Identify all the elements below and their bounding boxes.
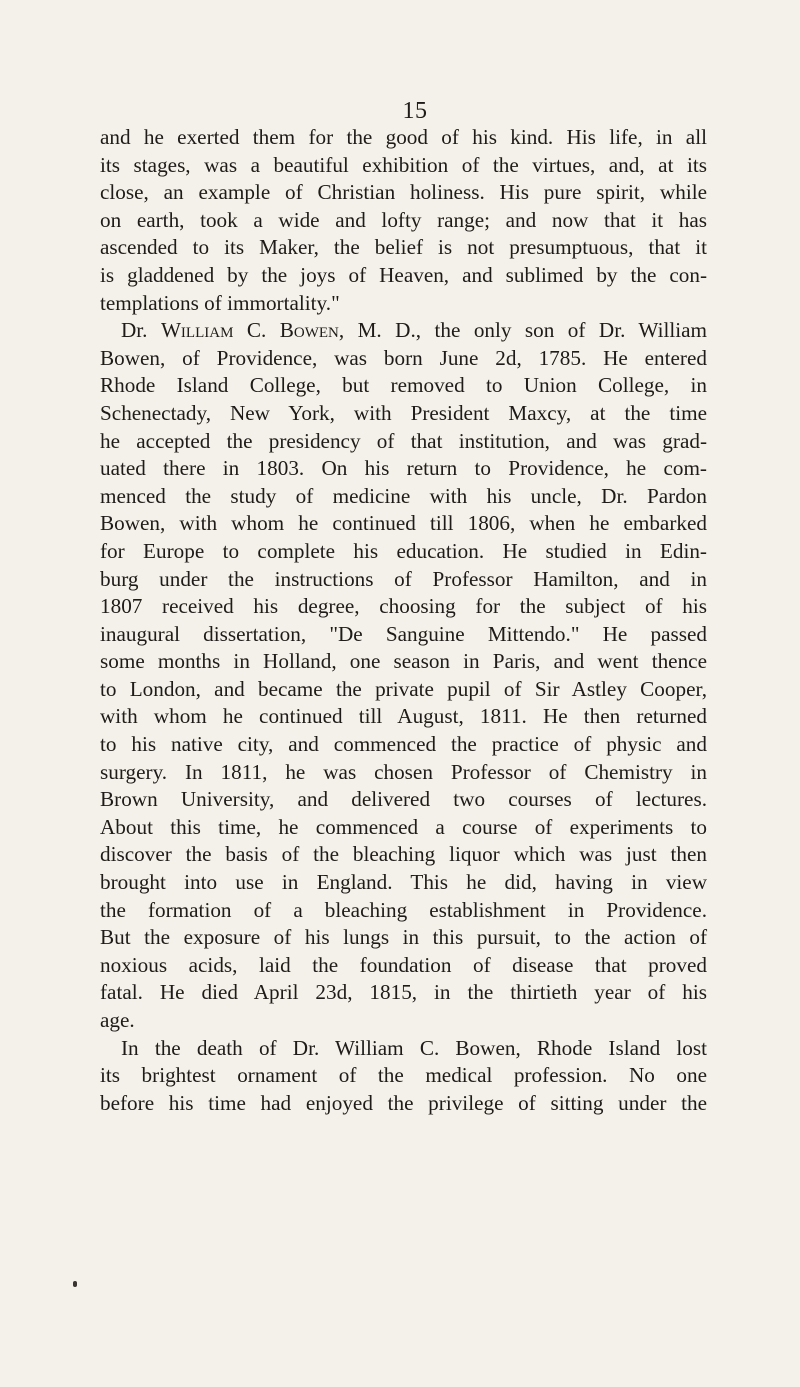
text-line: the formation of a bleaching establishment in Providence. xyxy=(100,897,707,922)
text-line: age. xyxy=(100,1008,135,1032)
text-line: brought into use in England. This he did, having in view xyxy=(100,870,707,895)
paragraph-biography xyxy=(100,317,707,1034)
text-line: ascended to its Maker, the belief is not presumptuous, that it xyxy=(100,235,707,260)
paragraph-tribute xyxy=(100,1035,707,1118)
lead-prefix: Dr. xyxy=(121,318,161,343)
text-line: to London, and became the private pupil of Sir Astley Cooper, xyxy=(100,676,707,701)
text-line: surgery. In 1811, he was chosen Professor of Chemistry in xyxy=(100,759,707,784)
text-line: Schenectady, New York, with President Maxcy, at the time xyxy=(100,400,707,425)
text-line: its brightest ornament of the medical profession. No one xyxy=(100,1063,707,1088)
text-line: About this time, he commenced a course of experiments to xyxy=(100,814,707,839)
text-line: But the exposure of his lungs in this pursuit, to the action of xyxy=(100,925,707,950)
text-line: discover the basis of the bleaching liquor which was just then xyxy=(100,842,707,867)
text-line: fatal. He died April 23d, 1815, in the thirtieth year of his xyxy=(100,980,707,1005)
text-line: Brown University, and delivered two courses of lectures. xyxy=(100,787,707,812)
text-line: 1807 received his degree, choosing for the subject of his xyxy=(100,594,707,619)
text-line: Rhode Island College, but removed to Union College, in xyxy=(100,373,707,398)
subject-name: William C. Bowen, xyxy=(160,318,345,343)
text-line: Bowen, of Providence, was born June 2d, 1785. He entered xyxy=(100,345,707,370)
page-number: 15 xyxy=(402,98,428,124)
ink-speck xyxy=(73,1281,77,1287)
paragraph-continuation xyxy=(100,124,707,317)
text-line: to his native city, and commenced the practice of physic and xyxy=(100,732,707,757)
text-line: In the death of Dr. William C. Bowen, Rhode Island lost xyxy=(121,1035,707,1060)
text-line: templations of immortality." xyxy=(100,290,340,315)
text-line: menced the study of medicine with his uncle, Dr. Pardon xyxy=(100,483,707,508)
text-line: for Europe to complete his education. He studied in Edin- xyxy=(100,538,707,563)
text-line: inaugural dissertation, "De Sanguine Mittendo." He passed xyxy=(100,621,707,646)
text-line: before his time had enjoyed the privilege of sitting under the xyxy=(100,1090,707,1115)
text-line: some months in Holland, one season in Paris, and went thence xyxy=(100,649,707,674)
text-line: Bowen, with whom he continued till 1806, when he embarked xyxy=(100,511,707,536)
text-line: is gladdened by the joys of Heaven, and sublimed by the con- xyxy=(100,262,707,287)
lead-rest: M. D., the only son of Dr. William xyxy=(344,318,708,343)
text-line: on earth, took a wide and lofty range; and now that it has xyxy=(100,207,707,232)
text-line-lead xyxy=(100,317,707,345)
text-line: its stages, was a beautiful exhibition of the virtues, and, at its xyxy=(100,152,707,177)
text-line: uated there in 1803. On his return to Providence, he com- xyxy=(100,456,707,481)
body-text xyxy=(100,124,707,1117)
text-line: with whom he continued till August, 1811. He then returned xyxy=(100,704,707,729)
text-line: noxious acids, laid the foundation of disease that proved xyxy=(100,952,707,977)
text-line: burg under the instructions of Professor Hamilton, and in xyxy=(100,566,707,591)
text-line: and he exerted them for the good of his kind. His life, in all xyxy=(100,125,707,149)
text-line: close, an example of Christian holiness. His pure spirit, while xyxy=(100,180,707,205)
text-line: he accepted the presidency of that institution, and was grad- xyxy=(100,428,707,453)
